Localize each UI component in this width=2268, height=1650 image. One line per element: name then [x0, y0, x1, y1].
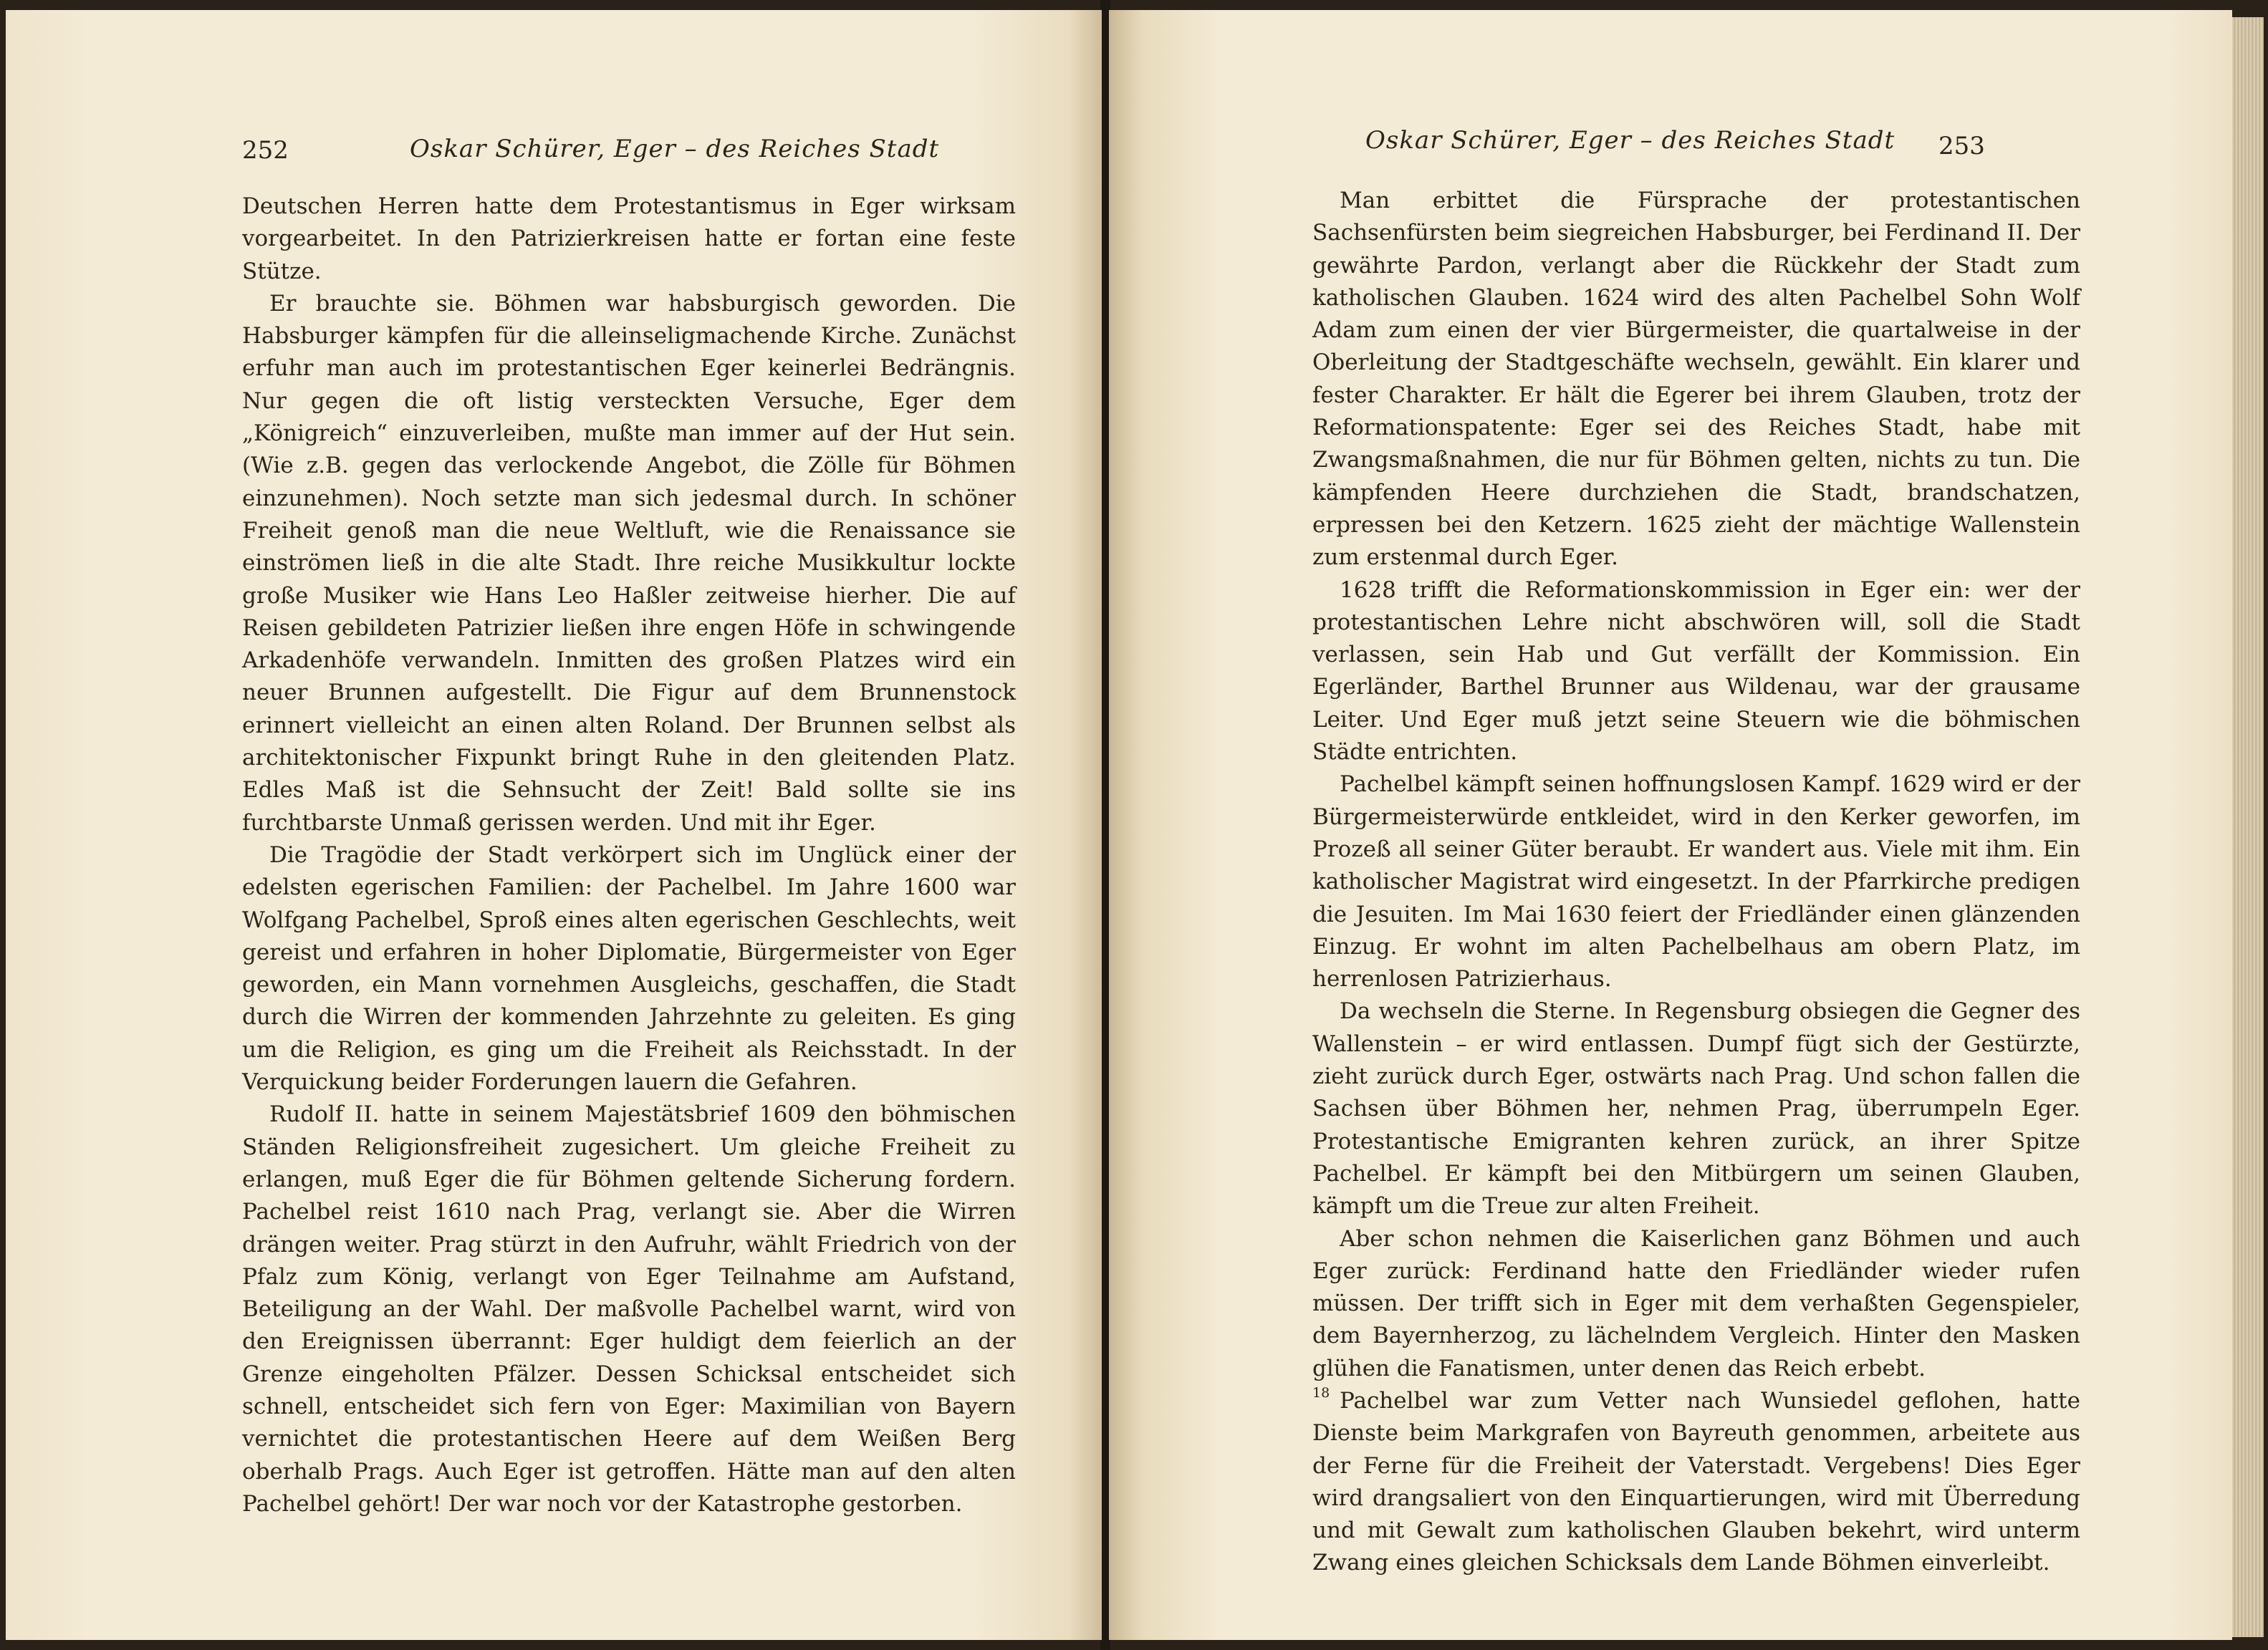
right-text-block: [1312, 185, 2080, 1580]
signature-mark: 18: [1312, 1385, 1330, 1401]
left-paragraph: Die Tragödie der Stadt verkörpert sich im Unglück einer der edelsten egerischen Familien: der Pachelbel. Im Jahre 1600 war Wolfgang Pachelbel, Sproß eines alten egerischen Geschlechts, weit gereist und erfahren in hoher Diplomatie, Bürgermeister von Eger geworden, ein Mann vornehmen Ausgleichs, geschaffen, die Stadt durch die Wirren der kommenden Jahrzehnte zu geleiten. Es ging um die Religion, es ging um die Freiheit als Reichsstadt. In der Verquickung beider Forderungen lauern die Gefahren.: [242, 841, 1016, 1096]
left-page-number: 252: [242, 136, 289, 165]
right-page: [1109, 10, 2232, 1640]
left-paragraph: Er brauchte sie. Böhmen war habsburgisch geworden. Die Habsburger kämpfen für die alleinseligmachende Kirche. Zunächst erfuhr man auch im protestantischen Eger keinerlei Bedrängnis. Nur gegen die oft listig versteckten Versuche, Eger dem „Königreich“ einzuverleiben, mußte man immer auf der Hut sein. (Wie z.B. gegen das verlockende Angebot, die Zölle für Böhmen einzunehmen). Noch setzte man sich jedesmal durch. In schöner Freiheit genoß man die neue Weltluft, wie die Renaissance sie einströmen ließ in die alte Stadt. Ihre reiche Musikkultur lockte große Musiker wie Hans Leo Haßler zeitweise hierher. Die auf Reisen gebildeten Patrizier ließen ihre engen Höfe in schwingende Arkadenhöfe verwandeln. Inmitten des großen Platzes wird ein neuer Brunnen aufgestellt. Die Figur auf dem Brunnenstock erinnert vielleicht an einen alten Roland. Der Brunnen selbst als architektonischer Fixpunkt bringt Ruhe in den gleitenden Platz. Edles Maß ist die Sehnsucht der Zeit! Bald sollte sie ins furchtbarste Unmaß gerissen werden. Und mit ihr Eger.: [242, 290, 1016, 836]
right-running-head: Oskar Schürer, Eger – des Reiches Stadt: [1365, 126, 1895, 155]
right-paragraph: Pachelbel war zum Vetter nach Wunsiedel geflohen, hatte Dienste beim Markgrafen von Bayreuth genommen, arbeitete aus der Ferne für die Freiheit der Vaterstadt. Vergebens! Dies Eger wird drangsaliert von den Einquartierungen, wird mit Überredung und mit Gewalt zum katholischen Glauben bekehrt, wird unterm Zwang eines gleichen Schicksals dem Lande Böhmen einverleibt.: [1312, 1387, 2080, 1576]
left-page: [6, 10, 1102, 1640]
right-paragraph: 1628 trifft die Reformationskommission in Eger ein: wer der protestantischen Lehre nicht abschwören will, soll die Stadt verlassen, sein Hab und Gut verfällt der Kommission. Ein Egerländer, Barthel Brunner aus Wildenau, war der grausame Leiter. Und Eger muß jetzt seine Steuern wie die böhmischen Städte entrichten.: [1312, 576, 2080, 766]
right-paragraph: Man erbittet die Fürsprache der protestantischen Sachsenfürsten beim siegreichen Habsburger, bei Ferdinand II. Der gewährte Pardon, verlangt aber die Rückkehr der Stadt zum katholischen Glauben. 1624 wird des alten Pachelbel Sohn Wolf Adam zum einen der vier Bürgermeister, die quartalweise in der Oberleitung der Stadtgeschäfte wechseln, gewählt. Ein klarer und fester Charakter. Er hält die Egerer bei ihrem Glauben, trotz der Reformationspatente: Eger sei des Reiches Stadt, habe mit Zwangsmaßnahmen, die nur für Böhmen gelten, nichts zu tun. Die kämpfenden Heere durchziehen die Stadt, brandschatzen, erpressen bei den Ketzern. 1625 zieht der mächtige Wallenstein zum erstenmal durch Eger.: [1312, 188, 2080, 571]
left-text-block: [242, 190, 1016, 1520]
left-paragraph: Deutschen Herren hatte dem Protestantismus in Eger wirksam vorgearbeitet. In den Patrizierkreisen hatte er fortan eine feste Stütze.: [242, 193, 1016, 284]
right-paragraph: Da wechseln die Sterne. In Regensburg obsiegen die Gegner des Wallenstein – er wird entlassen. Dumpf fügt sich der Gestürzte, zieht zurück durch Eger, ostwärts nach Prag. Und schon fallen die Sachsen über Böhmen her, nehmen Prag, überrumpeln Eger. Protestantische Emigranten kehren zurück, an ihrer Spitze Pachelbel. Er kämpft bei den Mitbürgern um seinen Glauben, kämpft um die Treue zur alten Freiheit.: [1312, 998, 2080, 1220]
right-paragraph: Pachelbel kämpft seinen hoffnungslosen Kampf. 1629 wird er der Bürgermeisterwürde entkleidet, wird in den Kerker geworfen, im Prozeß all seiner Güter beraubt. Er wandert aus. Viele mit ihm. Ein katholischer Magistrat wird eingesetzt. In der Pfarrkirche predigen die Jesuiten. Im Mai 1630 feiert der Friedländer einen glänzenden Einzug. Er wohnt im alten Pachelbelhaus am obern Platz, im herrenlosen Patrizierhaus.: [1312, 771, 2080, 993]
left-paragraph: Rudolf II. hatte in seinem Majestätsbrief 1609 den böhmischen Ständen Religionsfreiheit zugesichert. Um gleiche Freiheit zu erlangen, muß Eger die für Böhmen geltende Sicherung fordern. Pachelbel reist 1610 nach Prag, verlangt sie. Aber die Wirren drängen weiter. Prag stürzt in den Aufruhr, wählt Friedrich von der Pfalz zum König, verlangt von Eger Teilnahme am Aufstand, Beteiligung an der Wahl. Der maßvolle Pachelbel warnt, wird von den Ereignissen überrannt: Eger huldigt dem feierlich an der Grenze eingeholten Pfälzer. Dessen Schicksal entscheidet sich schnell, entscheidet sich fern von Eger: Maximilian von Bayern vernichtet die protestantischen Heere auf dem Weißen Berg oberhalb Prags. Auch Eger ist getroffen. Hätte man auf den alten Pachelbel gehört! Der war noch vor der Katastrophe gestorben.: [242, 1101, 1016, 1517]
left-running-head: Oskar Schürer, Eger – des Reiches Stadt: [410, 135, 940, 163]
right-paragraph: Aber schon nehmen die Kaiserlichen ganz Böhmen und auch Eger zurück: Ferdinand hatte den Friedländer wieder rufen müssen. Der trifft sich in Eger mit dem verhaßten Gegenspieler, dem Bayernherzog, zu lächelndem Vergleich. Hinter den Masken glühen die Fanatismen, unter denen das Reich erbebt.: [1312, 1225, 2080, 1381]
right-page-number: 253: [1938, 132, 1985, 160]
page-edges: [2232, 17, 2264, 1637]
